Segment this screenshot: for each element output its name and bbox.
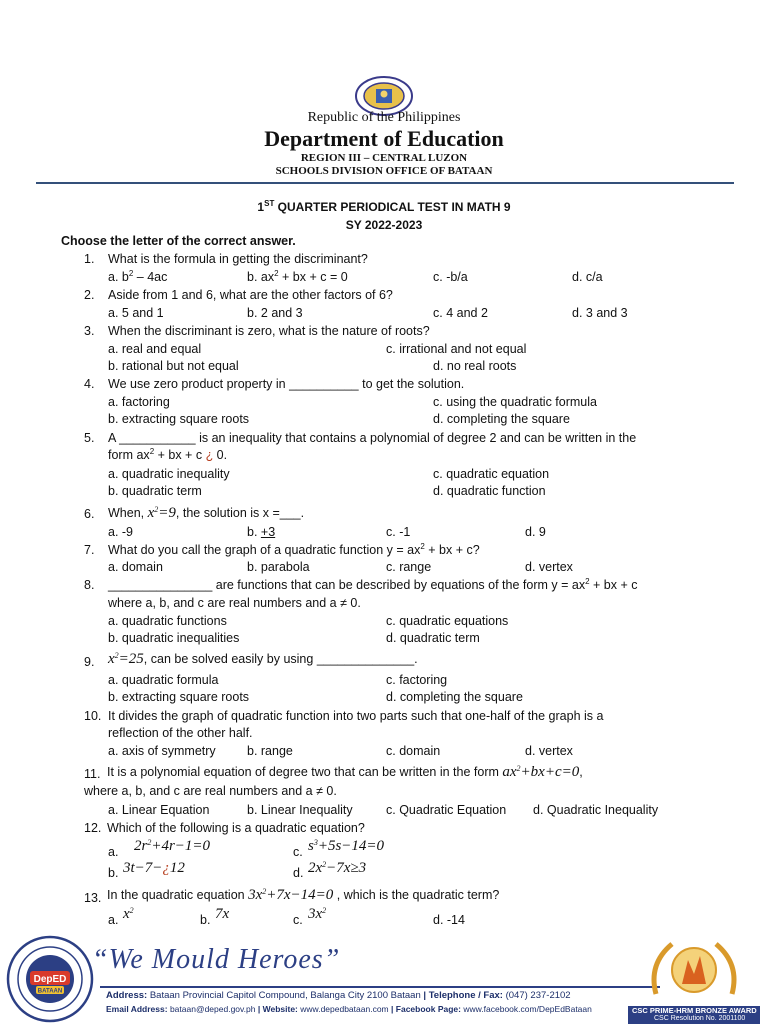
q6-choice-d: d. 9 — [525, 525, 546, 539]
q12-choice-b-label: b. — [108, 866, 119, 880]
q7-choice-b: b. parabola — [247, 560, 310, 574]
motto: “We Mould Heroes” — [92, 944, 341, 975]
header-divider — [36, 182, 734, 184]
q7-number: 7. — [84, 543, 95, 557]
footer-contacts: Email Address: bataan@deped.gov.ph | Website: www.depedbataan.com | Facebook Page: www.facebook.com/DepEdBataan — [106, 1004, 592, 1014]
q10-line1: It divides the graph of quadratic function into two parts such that one-half of the graph is a — [108, 709, 604, 723]
q13-choice-b-label: b. — [200, 913, 211, 927]
q12-number: 12. — [84, 821, 102, 835]
q2-choice-b: b. 2 and 3 — [247, 306, 303, 320]
republic-line: Republic of the Philippines — [307, 110, 461, 125]
q5-line1: A ___________ is an inequality that contains a polynomial of degree 2 and can be written in the — [108, 431, 637, 445]
q8-line2: where a, b, and c are real numbers and a ≠ 0. — [108, 596, 361, 610]
q5-choice-b: b. quadratic term — [108, 484, 202, 498]
q1-choice-b: b. $ax^2$ + bx + c = 0 — [247, 269, 348, 284]
award-title: CSC PRIME-HRM BRONZE AWARD — [632, 1006, 757, 1015]
q13-number: 13. — [84, 891, 102, 905]
q12-choice-a: $2r^2+4r-1=0$ — [134, 838, 211, 854]
q13-choice-c: $3x^2$ — [308, 906, 327, 922]
q10-choice-a: a. axis of symmetry — [108, 744, 216, 758]
q12-choice-b: 3t−7−¿12 — [123, 860, 185, 876]
q3-choice-b: b. rational but not equal — [108, 359, 239, 373]
q4-text: We use zero product property in __________ to get the solution. — [108, 377, 465, 391]
q13-choice-a-label: a. — [108, 913, 119, 927]
footer-divider — [100, 986, 660, 988]
q3-choice-d: d. no real roots — [433, 359, 517, 373]
q7-text: What do you call the graph of a quadratic function $y = ax^2$ + bx + c? — [108, 542, 480, 557]
q4-choice-c: c. using the quadratic formula — [433, 395, 597, 409]
sdo-bataan-seal-icon — [6, 935, 94, 1023]
q4-choice-b: b. extracting square roots — [108, 412, 250, 426]
q5-line2: form $ax^2$ + bx + c ¿ 0. — [108, 447, 228, 462]
q8-number: 8. — [84, 578, 95, 592]
q1-choice-d: d. c/a — [572, 270, 603, 284]
q2-choice-c: c. 4 and 2 — [433, 306, 488, 320]
q13-choice-a: $x^2$ — [123, 906, 134, 922]
q11-number: 11. — [84, 767, 101, 781]
q10-number: 10. — [84, 709, 102, 723]
q3-choice-a: a. real and equal — [108, 342, 202, 356]
q8-choice-a: a. quadratic functions — [108, 614, 227, 628]
q9-equation: $x^2=25$ — [108, 651, 144, 667]
q5-choice-d: d. quadratic function — [433, 484, 546, 498]
q11-equation: $ax^2+bx+c=0$ — [502, 764, 580, 780]
q12-choice-d: $2x^2-7x\ge 3$ — [308, 860, 367, 876]
school-year: SY 2022-2023 — [345, 218, 423, 232]
q11-choice-a: a. Linear Equation — [108, 803, 210, 817]
q10-line2: reflection of the other half. — [108, 726, 253, 740]
q12-text: Which of the following is a quadratic equation? — [107, 821, 365, 835]
q1-choice-c: c. -b/a — [433, 270, 468, 284]
q12-choice-c: $s^3+5s-14=0$ — [308, 838, 385, 854]
q11-choice-d: d. Quadratic Inequality — [533, 803, 659, 817]
q4-choice-a: a. factoring — [108, 395, 170, 409]
q7-choice-c: c. range — [386, 560, 432, 574]
q13-choice-d: d. -14 — [433, 913, 465, 927]
q3-number: 3. — [84, 324, 95, 338]
q8-choice-d: d. quadratic term — [386, 631, 480, 645]
q3-text: When the discriminant is zero, what is the nature of roots? — [108, 324, 430, 338]
q1-choice-a: a. $b^2 - 4ac$ — [108, 269, 168, 284]
q6-choice-c: c. -1 — [386, 525, 411, 539]
q11-choice-c: c. Quadratic Equation — [386, 803, 507, 817]
q7-choice-a: a. domain — [108, 560, 163, 574]
award-resolution: CSC Resolution No. 2001100 — [654, 1015, 746, 1022]
footer-address: Address: Bataan Provincial Capitol Compound, Balanga City 2100 Bataan | Telephone / Fax: (047) 237-2102 — [106, 990, 571, 1001]
q9-text: $x^2=25$, can be solved easily by using ______________. — [108, 651, 418, 667]
q9-choice-c: c. factoring — [386, 673, 448, 687]
q12-choice-d-label: d. — [293, 866, 304, 880]
q2-choice-d: d. 3 and 3 — [572, 306, 628, 320]
test-title: 1ST QUARTER PERIODICAL TEST IN MATH 9 — [257, 199, 511, 214]
q10-choice-b: b. range — [247, 744, 293, 758]
q5-choice-c: c. quadratic equation — [433, 467, 550, 481]
deped-bataan-text: BATAAN — [37, 988, 63, 995]
q10-choice-c: c. domain — [386, 744, 441, 758]
q11-line2: where a, b, and c are real numbers and a ≠ 0. — [84, 784, 337, 798]
region-line: REGION III – CENTRAL LUZON — [300, 152, 468, 164]
q9-choice-a: a. quadratic formula — [108, 673, 219, 687]
q13-equation: $3x^2+7x-14=0$ — [248, 887, 334, 903]
q8-choice-b: b. quadratic inequalities — [108, 631, 240, 645]
q6-choice-b: b. +3 — [247, 525, 276, 539]
q6-choice-a: a. -9 — [108, 525, 134, 539]
q9-choice-d: d. completing the square — [386, 690, 523, 704]
award-laurel-icon — [642, 934, 746, 1006]
q11-line1: It is a polynomial equation of degree two that can be written in the form $ax^2+bx+c=0$, — [107, 764, 583, 780]
q10-choice-d: d. vertex — [525, 744, 573, 758]
q12-choice-a-label: a. — [108, 845, 119, 859]
q8-choice-c: c. quadratic equations — [386, 614, 509, 628]
q6-equation: $x^2=9$ — [147, 505, 176, 521]
q4-number: 4. — [84, 377, 95, 391]
q11-choice-b: b. Linear Inequality — [247, 803, 353, 817]
q2-text: Aside from 1 and 6, what are the other factors of 6? — [108, 288, 393, 302]
q2-number: 2. — [84, 288, 95, 302]
q13-choice-b: 7x — [215, 906, 230, 922]
q13-choice-c-label: c. — [293, 913, 303, 927]
q6-text: When, $x^2=9$, the solution is x =___. — [108, 505, 305, 521]
deped-logo-text: DepED — [33, 974, 67, 985]
q1-number: 1. — [84, 252, 95, 266]
division-line: SCHOOLS DIVISION OFFICE OF BATAAN — [275, 165, 493, 177]
q4-choice-d: d. completing the square — [433, 412, 570, 426]
q9-number: 9. — [84, 655, 95, 669]
q3-choice-c: c. irrational and not equal — [386, 342, 527, 356]
q8-line1: _______________ are functions that can be described by equations of the form $y = ax^2$ + bx + c — [108, 577, 638, 592]
q12-choice-c-label: c. — [293, 845, 303, 859]
q13-text: In the quadratic equation $3x^2+7x-14=0$ , which is the quadratic term? — [107, 887, 500, 903]
q5-number: 5. — [84, 431, 95, 445]
q7-choice-d: d. vertex — [525, 560, 573, 574]
q9-choice-b: b. extracting square roots — [108, 690, 250, 704]
q2-choice-a: a. 5 and 1 — [108, 306, 164, 320]
department-title: Department of Education — [264, 126, 504, 151]
q6-number: 6. — [84, 507, 95, 521]
instruction: Choose the letter of the correct answer. — [61, 234, 296, 248]
q5-choice-a: a. quadratic inequality — [108, 467, 230, 481]
q1-text: What is the formula in getting the discriminant? — [108, 252, 368, 266]
